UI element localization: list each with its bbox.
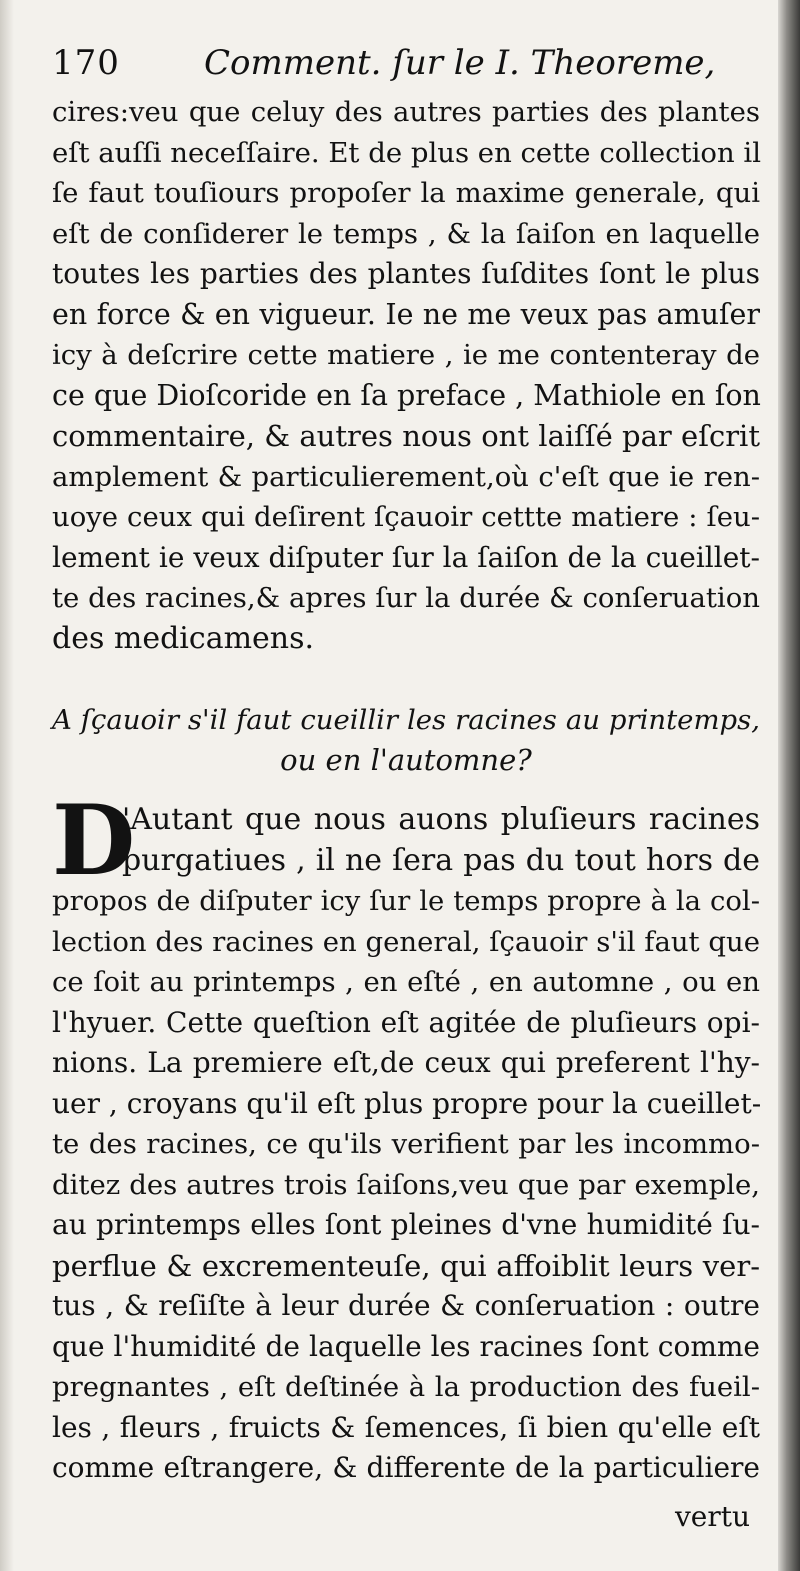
drop-cap: D: [52, 784, 136, 897]
catchword: vertu: [674, 1500, 750, 1533]
text-line: comme eſtrangere, & differente de la particuliere: [52, 1451, 760, 1484]
text-line: uoye ceux qui deſirent ſçauoir cettte matiere : ſeu-: [52, 501, 760, 533]
paragraph-2: [52, 800, 760, 1489]
paragraph-1: [52, 92, 760, 659]
running-title: Comment. ſur le I. Theoreme,: [204, 43, 716, 83]
text-line: commentaire, & autres nous ont laiſſé par eſcrit: [52, 419, 760, 453]
text-line: ce que Dioſcoride en ſa preface , Mathiole en ſon: [52, 378, 761, 412]
text-line: au printemps elles ſont pleines d'vne humidité ſu-: [52, 1208, 760, 1241]
section-heading-line: ou en l'automne?: [280, 743, 532, 777]
text-line: des medicamens.: [52, 620, 315, 656]
text-line: cires:veu que celuy des autres parties des plantes: [52, 96, 760, 128]
text-line: lement ie veux diſputer ſur la ſaiſon de la cueillet-: [52, 540, 760, 574]
text-line: te des racines,& apres ſur la durée & conſeruation: [52, 582, 760, 614]
text-line: uer , croyans qu'il eſt plus propre pour la cueillet-: [52, 1086, 762, 1120]
page-number: 170: [52, 43, 120, 83]
gutter-shadow: [0, 0, 14, 1571]
text-line: en force & en vigueur. Ie ne me veux pas amuſer: [52, 297, 760, 331]
text-line: ditez des autres trois ſaiſons,veu que par exemple,: [52, 1168, 760, 1201]
text-line: pregnantes , eſt deſtinée à la production des fueil-: [52, 1371, 760, 1403]
text-line: tus , & reſiſte à leur durée & conſeruation : outre: [52, 1289, 760, 1322]
text-line: eſt de conſiderer le temps , & la ſaiſon en laquelle: [52, 217, 760, 250]
page-header: [52, 38, 760, 88]
text-line: toutes les parties des plantes ſuſdites ſont le plus: [52, 257, 760, 290]
text-line: purgatiues , il ne ſera pas du tout hors de: [122, 842, 760, 878]
text-line: ſe faut touſiours propoſer la maxime generale, qui: [52, 177, 760, 209]
text-line: ce ſoit au printemps , en eſté , en automne , ou en: [52, 966, 760, 998]
page-edge: [778, 0, 800, 1571]
text-line: 'Autant que nous auons pluſieurs racines: [122, 802, 760, 837]
text-line: perflue & excrementeuſe, qui affoiblit leurs ver-: [52, 1248, 760, 1283]
text-line: les , fleurs , fruicts & ſemences, ſi bien qu'elle eſt: [52, 1410, 760, 1444]
text-line: te des racines, ce qu'ils verifient par les incommo-: [52, 1128, 760, 1160]
text-line: que l'humidité de laquelle les racines ſont comme: [52, 1329, 760, 1363]
text-line: propos de diſputer icy ſur le temps propre à la col-: [52, 885, 760, 917]
text-line: amplement & particulierement,où c'eſt que ie ren-: [52, 460, 760, 493]
text-line: nions. La premiere eſt,de ceux qui preferent l'hy-: [52, 1046, 760, 1079]
text-line: lection des racines en general, ſçauoir s'il faut que: [52, 925, 760, 958]
section-heading-line: A ſçauoir s'il faut cueillir les racines au printemps,: [52, 704, 760, 736]
text-line: icy à deſcrire cette matiere , ie me contenteray de: [52, 339, 760, 371]
text-line: l'hyuer. Cette queſtion eſt agitée de pluſieurs opi-: [52, 1005, 760, 1039]
section-heading: [52, 700, 760, 780]
text-line: eſt auſſi neceſſaire. Et de plus en cette collection il: [52, 136, 761, 169]
